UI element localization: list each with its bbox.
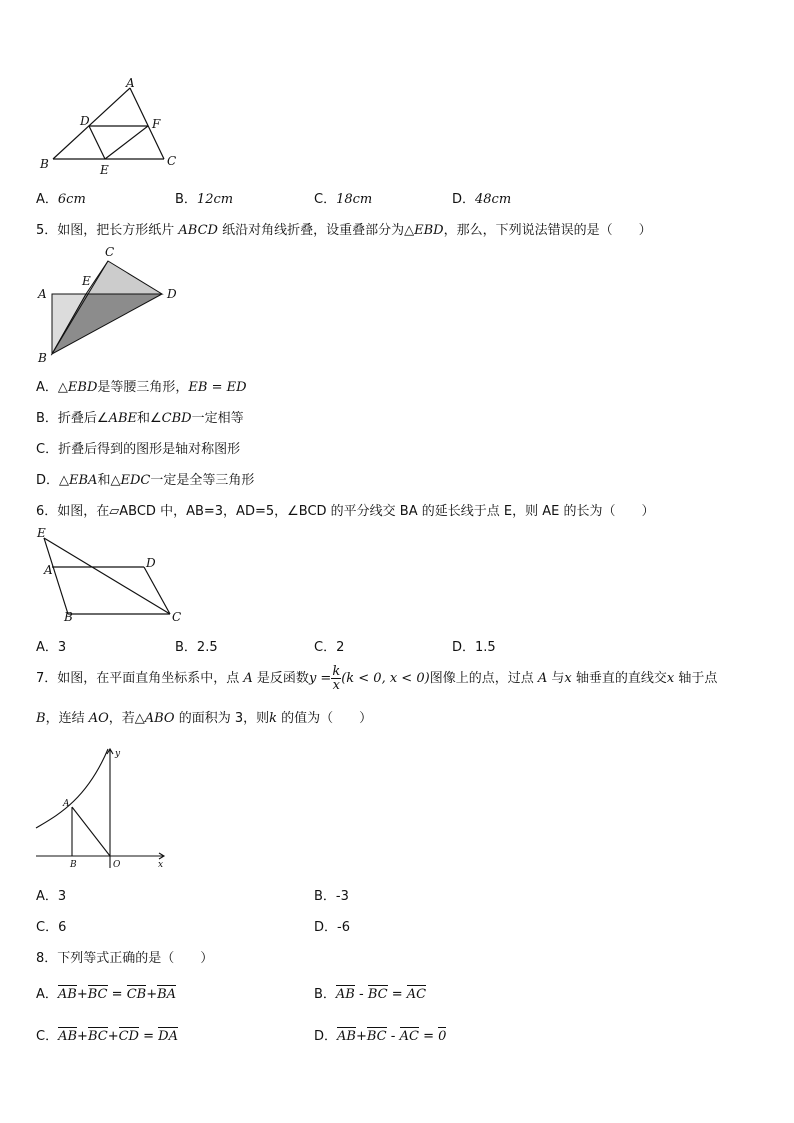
q6-label-d: D <box>146 556 156 570</box>
option-text: C．折叠后得到的图形是轴对称图形 <box>36 442 241 457</box>
q5-stem-ebd: EBD <box>414 223 444 238</box>
option-letter: C． <box>314 640 337 655</box>
q7-text: 轴于点 <box>674 671 718 686</box>
q7-stem-line1 <box>36 662 717 696</box>
option-math: EBD <box>67 380 98 395</box>
q5-option-b[interactable] <box>36 407 244 426</box>
q7-func-cond: (k < 0, x < 0) <box>341 671 430 686</box>
q6-option-a[interactable] <box>36 636 66 655</box>
q7-func-y: y = <box>308 671 332 686</box>
q8-option-b[interactable] <box>314 983 426 1002</box>
q5-label-d: D <box>167 287 177 301</box>
option-letter: A． <box>36 987 58 1002</box>
option-text: 48cm <box>475 192 512 207</box>
q7-text: 图像上的点，过点 <box>429 671 538 686</box>
q5-stem <box>36 219 652 238</box>
option-letter: B． <box>175 640 197 655</box>
q7-text: 7．如图，在平面直角坐标系中，点 <box>36 671 244 686</box>
q7-text: 与 <box>547 671 565 686</box>
vector-bc: BC <box>87 987 108 1002</box>
option-letter: D． <box>314 920 338 935</box>
option-text: A．△ <box>36 380 68 395</box>
q7-math: AO <box>88 711 109 726</box>
option-letter: C． <box>36 1029 59 1044</box>
option-text: 2 <box>336 640 345 655</box>
q8-stem: 8．下列等式正确的是（ ） <box>36 951 214 966</box>
q4-option-a[interactable] <box>36 188 86 207</box>
q7-stem-line2 <box>36 707 372 726</box>
q5-stem-text-3: ，那么，下列说法错误的是（ ） <box>443 223 652 238</box>
vector-bc: BC <box>87 1029 108 1044</box>
q4-label-a: A <box>126 76 135 90</box>
option-math: EBA <box>69 473 98 488</box>
equals: = <box>111 987 123 1002</box>
option-letter: D． <box>452 640 476 655</box>
q7-math: x <box>666 671 675 686</box>
option-text: 6cm <box>57 192 86 207</box>
option-letter: A． <box>36 889 58 904</box>
q7-label-x: x <box>158 860 164 870</box>
option-text: 12cm <box>196 192 234 207</box>
q7-text: 的值为（ ） <box>277 711 373 726</box>
q5-option-d[interactable] <box>36 469 254 488</box>
q6-label-c: C <box>172 610 182 624</box>
q7-text: 轴垂直的直线交 <box>571 671 667 686</box>
q4-option-c[interactable] <box>314 188 372 207</box>
q5-option-c[interactable] <box>36 438 240 457</box>
q4-option-d[interactable] <box>452 188 511 207</box>
q6-parallelogram-figure <box>34 524 184 626</box>
option-math: ABE <box>108 411 138 426</box>
q5-label-c: C <box>105 245 115 259</box>
q8-option-d[interactable] <box>314 1025 446 1044</box>
vector-ac: AC <box>406 987 427 1002</box>
q7-math: ABO <box>144 711 175 726</box>
operator: + <box>146 987 158 1002</box>
q4-label-d: D <box>80 114 90 128</box>
option-text: 18cm <box>336 192 373 207</box>
option-text: 2.5 <box>196 640 218 655</box>
q5-stem-abcd: ABCD <box>178 223 218 238</box>
option-math: EDC <box>120 473 151 488</box>
option-text: 3 <box>57 640 67 655</box>
operator: + <box>355 1029 367 1044</box>
q7-option-d[interactable] <box>314 916 350 935</box>
option-text: D．△ <box>36 473 70 488</box>
q4-option-b[interactable] <box>175 188 233 207</box>
operator: - <box>390 1029 396 1044</box>
operator: + <box>77 1029 88 1044</box>
zero-vector: 0 <box>438 1029 447 1044</box>
option-text: 3 <box>57 889 67 904</box>
q7-option-b[interactable] <box>314 885 349 904</box>
option-text: 是等腰三角形， <box>97 380 189 395</box>
q7-math: A <box>537 671 548 686</box>
vector-cd: CD <box>118 1029 139 1044</box>
q5-label-e: E <box>82 274 91 288</box>
q8-option-a[interactable] <box>36 983 176 1002</box>
option-letter: B． <box>314 987 336 1002</box>
q6-option-c[interactable] <box>314 636 344 655</box>
q7-math: k <box>269 711 278 726</box>
q8-option-c[interactable] <box>36 1025 178 1044</box>
equals: = <box>143 1029 155 1044</box>
q5-label-a: A <box>38 287 47 301</box>
vector-cb: CB <box>126 987 147 1002</box>
vector-ab: AB <box>58 1029 78 1044</box>
q7-option-a[interactable] <box>36 885 66 904</box>
q4-label-e: E <box>100 163 109 177</box>
q7-frac-num: k <box>332 664 341 679</box>
q4-label-c: C <box>167 154 177 168</box>
q7-option-c[interactable] <box>36 916 66 935</box>
option-text: B．折叠后∠ <box>36 411 109 426</box>
vector-bc: BC <box>366 1029 387 1044</box>
option-letter: C． <box>314 192 337 207</box>
operator: + <box>76 987 88 1002</box>
option-text: 和∠ <box>137 411 162 426</box>
q4-triangle-figure <box>36 76 186 180</box>
q6-label-a: A <box>44 563 53 577</box>
operator: + <box>107 1029 119 1044</box>
option-text: -6 <box>337 920 350 935</box>
vector-ac: AC <box>399 1029 419 1044</box>
q7-math: x <box>564 671 572 686</box>
q5-option-a[interactable] <box>36 376 247 395</box>
q5-label-b: B <box>38 351 47 365</box>
q7-frac-den: x <box>332 678 340 693</box>
q7-fraction <box>331 665 341 692</box>
q7-label-b: B <box>70 860 77 870</box>
option-text: -3 <box>335 889 349 904</box>
vector-bc: BC <box>367 987 388 1002</box>
option-letter: B． <box>314 889 336 904</box>
q7-text: ，连结 <box>45 711 89 726</box>
q7-text: 是反函数 <box>252 671 309 686</box>
q4-label-f: F <box>152 117 161 131</box>
equals: = <box>423 1029 434 1044</box>
operator: - <box>359 987 364 1002</box>
vector-ab: AB <box>57 987 77 1002</box>
option-math: EB = ED <box>188 380 247 395</box>
option-text: 一定相等 <box>191 411 244 426</box>
equals: = <box>391 987 403 1002</box>
option-letter: D． <box>452 192 476 207</box>
vector-da: DA <box>158 1029 178 1044</box>
option-letter: C． <box>36 920 59 935</box>
q5-stem-text: 5．如图，把长方形纸片 <box>36 223 179 238</box>
q7-hyperbola-figure <box>36 746 171 870</box>
q7-text: ，若△ <box>108 711 145 726</box>
vector-ab: AB <box>337 1029 356 1044</box>
q4-label-b: B <box>40 157 49 171</box>
q7-text: 的面积为 3，则 <box>174 711 270 726</box>
option-letter: A． <box>36 640 58 655</box>
q7-label-a: A <box>63 799 70 809</box>
q6-option-b[interactable] <box>175 636 218 655</box>
option-text: 一定是全等三角形 <box>150 473 255 488</box>
q6-stem: 6．如图，在▱ABCD 中，AB=3，AD=5，∠BCD 的平分线交 BA 的延长线于点 E，则 AE 的长为（ ） <box>36 504 655 519</box>
vector-ba: BA <box>157 987 177 1002</box>
q6-label-b: B <box>64 610 73 624</box>
q6-option-d[interactable] <box>452 636 496 655</box>
option-letter: A． <box>36 192 58 207</box>
option-math: CBD <box>161 411 192 426</box>
option-text: 1.5 <box>475 640 496 655</box>
vector-ab: AB <box>335 987 355 1002</box>
q7-label-y: y <box>115 749 121 759</box>
option-text: 和△ <box>97 473 121 488</box>
q5-stem-text-2: 纸沿对角线折叠，设重叠部分为△ <box>217 223 415 238</box>
q7-math: A <box>243 671 253 686</box>
q7-label-o: O <box>113 860 121 870</box>
option-letter: D． <box>314 1029 338 1044</box>
q7-math: B <box>36 711 46 726</box>
q5-fold-figure <box>34 240 184 366</box>
option-letter: B． <box>175 192 197 207</box>
option-text: 6 <box>58 920 67 935</box>
q6-label-e: E <box>37 526 46 540</box>
